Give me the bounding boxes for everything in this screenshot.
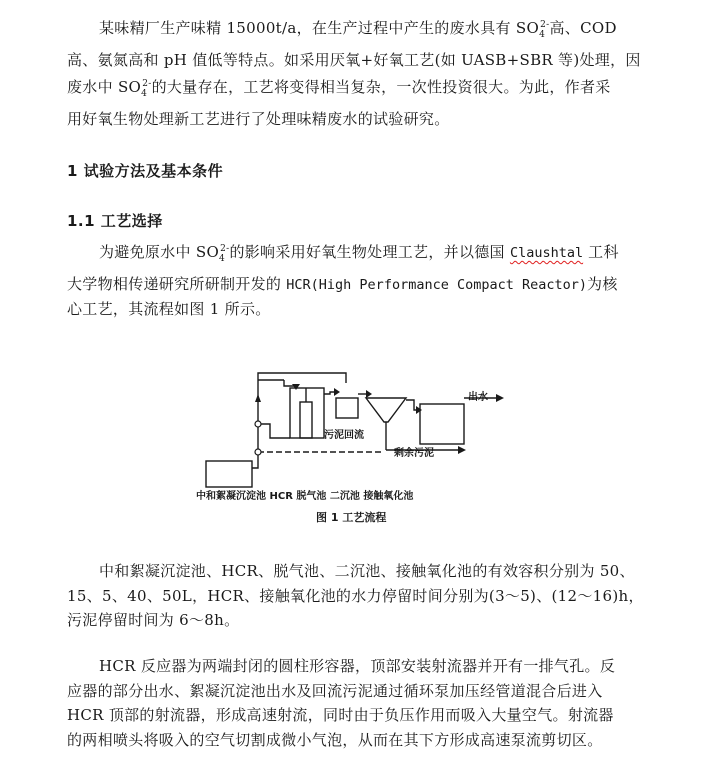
intro-line-2: 高、氨氮高和 pH 值低等特点。如采用厌氧+好氧工艺(如 UASB+SBR 等)处理，因 (67, 50, 641, 69)
excess-sludge-label: 剩余污泥 (394, 448, 434, 459)
hcr-full-name: HCR(High Performance Compact Reactor) (286, 276, 588, 293)
hcr-reactor-shape (290, 388, 324, 438)
intro-text: 废水中 SO (67, 78, 142, 97)
hcr-reactor-paragraph (67, 654, 627, 752)
s11-line-3: 心工艺，其流程如图 1 所示。 (67, 300, 271, 319)
excess-sludge-arrow (458, 446, 466, 454)
s11-line-2 (67, 272, 627, 298)
sup-2minus: 2- (142, 79, 152, 90)
intro-line-1 (67, 13, 627, 48)
p3-line-4: 的两相喷头将吸入的空气切割成微小气泡，从而在其下方形成高速泵流剪切区。 (67, 730, 603, 749)
clarifier-shape (366, 398, 406, 422)
sub-4: 4 (141, 89, 148, 100)
process-flow-diagram (196, 358, 516, 528)
sub-4: 4 (539, 30, 546, 40)
sub-4: 4 (219, 254, 226, 264)
intro-text: 高、COD (549, 19, 617, 37)
pump-symbol (255, 421, 261, 427)
s11-text: 工科 (583, 243, 619, 261)
process-flow-figure (196, 358, 516, 528)
p3-line-2: 应器的部分出水、絮凝沉淀池出水及回流污泥通过循环泵加压经管道混合后进入 (67, 681, 603, 700)
intro-text: 的大量存在，工艺将变得相当复杂，一次性投资很大。为此，作者采 (151, 78, 611, 97)
misspelled-word: Claushtal (509, 245, 584, 261)
p2-line-1: 中和絮凝沉淀池、HCR、脱气池、二沉池、接触氧化池的有效容积分别为 50、 (99, 562, 635, 580)
degassing-tank-shape (336, 398, 358, 418)
volume-paragraph (67, 559, 644, 633)
s11-text: 为核 (587, 274, 618, 293)
hcr-inner-tube-shape (300, 402, 312, 438)
s11-text: 为避免原水中 SO (99, 243, 220, 261)
s11-text: 的影响采用好氧生物处理工艺，并以德国 (229, 243, 510, 261)
contact-oxidation-tank-shape (420, 404, 464, 444)
p2-line-3: 污泥停留时间为 6～8h。 (67, 611, 240, 630)
figure-caption: 图 1 工艺流程 (316, 511, 387, 524)
sup-2minus: 2- (220, 244, 230, 254)
section-1-heading: 1 试验方法及基本条件 (67, 162, 224, 180)
neutralization-tank-shape (206, 461, 252, 487)
intro-line-4: 用好氧生物处理新工艺进行了处理味精废水的试验研究。 (67, 109, 450, 128)
sludge-return-label: 污泥回流 (324, 430, 364, 441)
section-1-1-paragraph (67, 237, 627, 322)
p3-line-1: HCR 反应器为两端封闭的圆柱形容器，顶部安装射流器并开有一排气孔。反 (99, 657, 616, 675)
p2-line-2: 15、5、40、50L，HCR、接触氧化池的水力停留时间分别为(3～5)、(12～16)h， (67, 586, 644, 605)
intro-paragraph (67, 13, 641, 131)
outflow-label: 出水 (468, 392, 488, 403)
section-1-1-heading: 1.1 工艺选择 (67, 212, 163, 230)
units-label-row: 中和絮凝沉淀池 HCR 脱气池 二沉池 接触氧化池 (196, 491, 414, 502)
sup-2minus: 2- (540, 20, 550, 30)
intro-text: 某味精厂生产味精 15000t/a，在生产过程中产生的废水具有 SO (99, 19, 540, 37)
intro-line-3 (67, 72, 627, 107)
outflow-arrow (496, 394, 504, 402)
s11-text: 大学物相传递研究所研制开发的 (67, 274, 287, 293)
valve-symbol (255, 449, 261, 455)
p3-line-3: HCR 顶部的射流器，形成高速射流，同时由于负压作用而吸入大量空气。射流器 (67, 706, 614, 725)
s11-line-1 (67, 237, 627, 272)
